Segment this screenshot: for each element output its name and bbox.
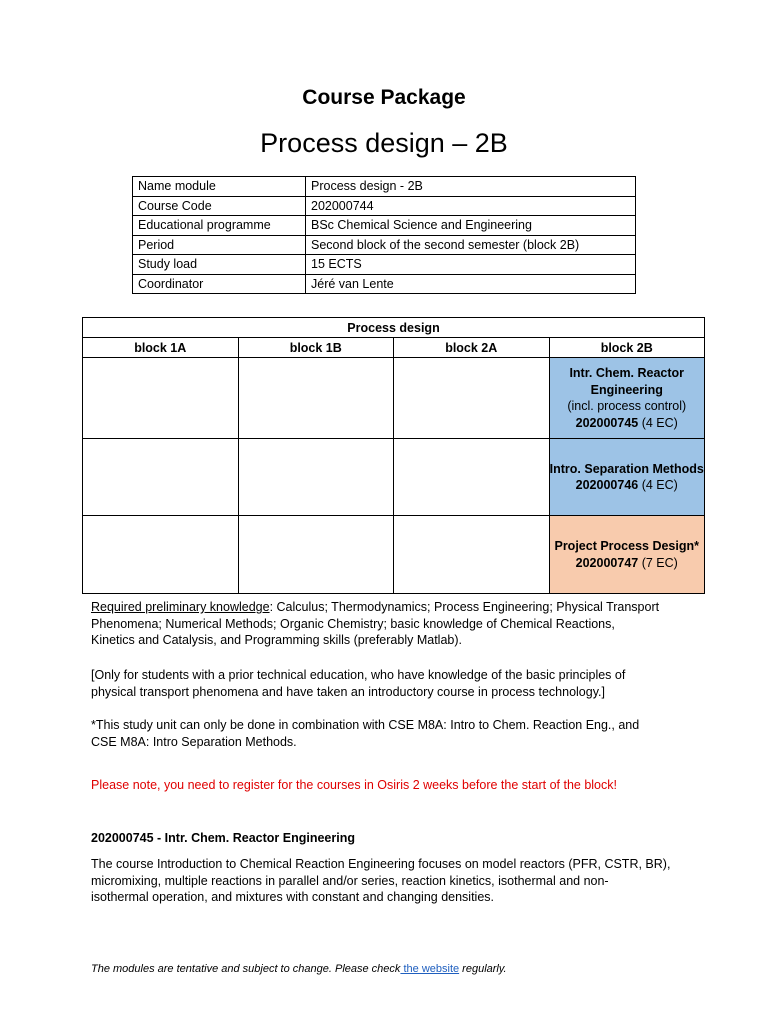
description-line: The course Introduction to Chemical Reaction Engineering focuses on model reactors (PFR, CSTR, BR), (91, 857, 671, 871)
info-key: Educational programme (133, 216, 306, 236)
note-line: [Only for students with a prior technical education, who have knowledge of the basic principles of (91, 668, 626, 682)
footer-text: regularly. (459, 963, 507, 975)
info-key: Name module (133, 177, 306, 197)
info-key: Course Code (133, 196, 306, 216)
info-key: Study load (133, 255, 306, 275)
course-cell-separation (549, 439, 705, 516)
course-cell-reactor (549, 358, 705, 439)
module-title: Process design – 2B (260, 128, 508, 158)
prior-education-note (91, 667, 691, 700)
info-value: Second block of the second semester (block 2B) (306, 235, 636, 255)
registration-warning: Please note, you need to register for the courses in Osiris 2 weeks before the start of the block! (91, 778, 617, 792)
course-note: (incl. process control) (567, 399, 687, 413)
empty-cell (238, 439, 394, 516)
info-value: Process design - 2B (306, 177, 636, 197)
block-schedule-table (82, 317, 705, 594)
course-name: Engineering (590, 382, 663, 397)
block-header: block 1B (238, 338, 394, 358)
block-header: block 2B (549, 338, 705, 358)
prerequisites-text: Phenomena; Numerical Methods; Organic Chemistry; basic knowledge of Chemical Reactions, (91, 616, 615, 631)
footer-text: The modules are tentative and subject to change. Please check (91, 963, 401, 975)
course-name: Intro. Separation Methods (549, 461, 704, 476)
info-key: Period (133, 235, 306, 255)
course-cell-project (549, 516, 705, 594)
description-line: isothermal operation, and mixtures with constant and changing densities. (91, 890, 495, 904)
note-line: physical transport phenomena and have taken an introductory course in process technology.] (91, 684, 605, 699)
note-line: CSE M8A: Intro Separation Methods. (91, 734, 297, 749)
info-row (133, 177, 636, 197)
info-row (133, 216, 636, 236)
block-header: block 1A (83, 338, 239, 358)
empty-cell (394, 358, 550, 439)
course-name: Project Process Design* (554, 539, 699, 553)
empty-cell (238, 358, 394, 439)
course-code: 202000745 (575, 415, 639, 430)
info-key: Coordinator (133, 274, 306, 294)
info-row (133, 255, 636, 275)
course-name: Intr. Chem. Reactor (569, 366, 685, 380)
prerequisites-text: Kinetics and Catalysis, and Programming skills (preferably Matlab). (91, 633, 462, 647)
empty-cell (83, 516, 239, 594)
block-header: block 2A (394, 338, 550, 358)
empty-cell (83, 358, 239, 439)
course-code: 202000747 (575, 555, 639, 570)
document-title: Course Package (302, 86, 466, 109)
course-description (91, 856, 691, 906)
info-value: 202000744 (306, 196, 636, 216)
course-section-heading: 202000745 - Intr. Chem. Reactor Engineering (91, 831, 355, 845)
module-info-table (132, 176, 636, 294)
empty-cell (394, 516, 550, 594)
website-link[interactable]: the website (400, 963, 460, 975)
course-code: 202000746 (575, 478, 639, 492)
schedule-title: Process design (83, 318, 705, 338)
info-value: 15 ECTS (306, 255, 636, 275)
info-value: BSc Chemical Science and Engineering (306, 216, 636, 236)
course-credits: (4 EC) (638, 478, 678, 492)
info-row (133, 274, 636, 294)
info-value: Jéré van Lente (306, 274, 636, 294)
description-line: micromixing, multiple reactions in parallel and/or series, reaction kinetics, isothermal and non- (91, 873, 609, 888)
empty-cell (83, 439, 239, 516)
course-credits: (4 EC) (638, 415, 678, 430)
course-credits: (7 EC) (638, 555, 678, 570)
empty-cell (394, 439, 550, 516)
info-row (133, 235, 636, 255)
prerequisites-label: Required preliminary knowledge (91, 600, 270, 614)
prerequisites-text: : Calculus; Thermodynamics; Process Engineering; Physical Transport (269, 600, 660, 614)
footer-note (91, 963, 507, 975)
combination-note (91, 717, 691, 750)
empty-cell (238, 516, 394, 594)
prerequisites-paragraph (91, 599, 691, 649)
info-row (133, 196, 636, 216)
note-line: *This study unit can only be done in combination with CSE M8A: Intro to Chem. Reaction Eng., and (91, 718, 640, 732)
